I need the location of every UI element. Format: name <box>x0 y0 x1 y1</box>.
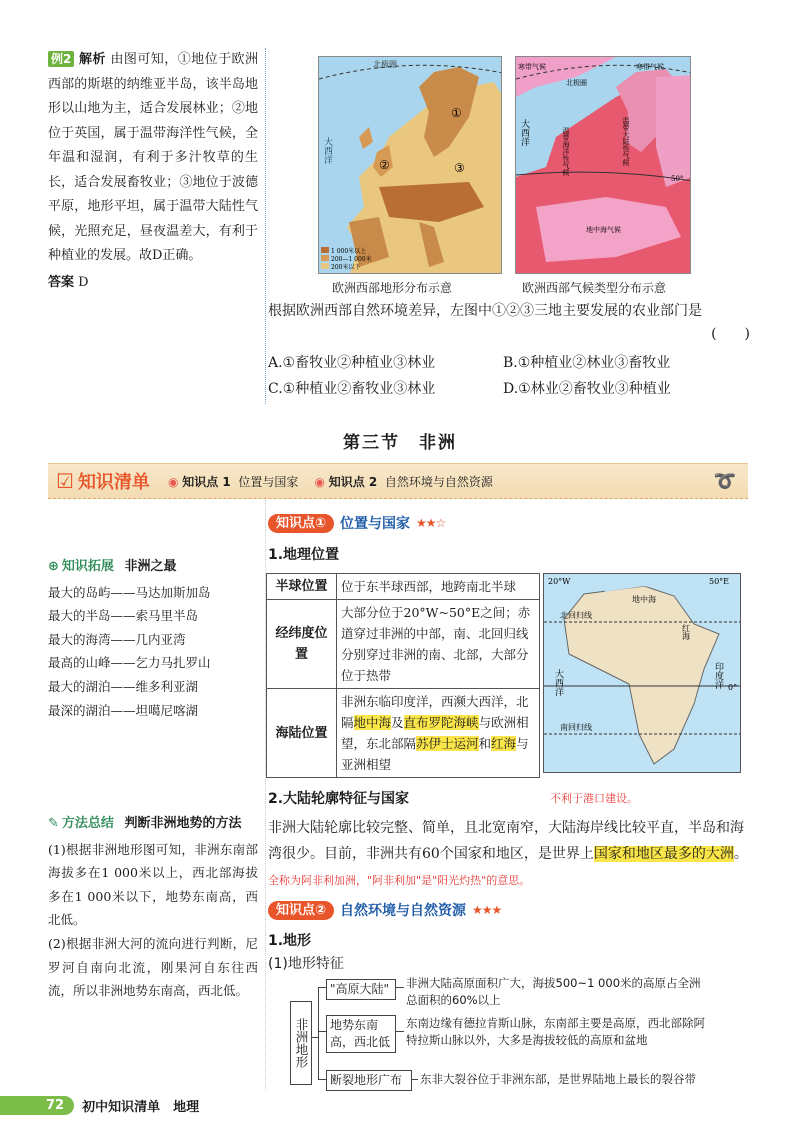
outline-paragraph: 非洲大陆轮廓比较完整、简单，且北宽南窄，大陆海岸线比较平直，半岛和海湾很少。目前，非洲共有60个国家和地区，是世界上国家和地区最多的大洲。 全称为阿非利加洲，"阿非利加"是"阳光灼热"的意思。 <box>268 820 748 887</box>
method-point-1: (1)根据非洲地形图可知，非洲东南部海拔多在1 000米以上，西北部海拔多在1 000米以下，地势东南高，西北低。 <box>48 841 258 928</box>
knowledge-list-band <box>48 463 748 499</box>
tropic-capricorn-label: 南回归线 <box>560 723 592 732</box>
terrain-subheading: 1.地形 <box>268 933 312 949</box>
africa-location-map <box>543 573 741 773</box>
table-row: 海陆位置 非洲东临印度洋，西濒大西洋，北隔地中海及直布罗陀海峡与欧洲相望，东北部隔苏伊士运河和红海与亚洲相望 <box>267 689 540 778</box>
temperate-oceanic-label: 温带海洋性气候 <box>562 127 570 176</box>
list-item: 最大的海湾——几内亚湾 <box>48 631 186 647</box>
answer-bracket: ( ) <box>711 326 750 342</box>
section-title: 第三节 非洲 <box>343 433 457 453</box>
mediterranean-sea-label: 地中海 <box>632 595 656 604</box>
red-sea-label: 红海 <box>681 624 691 640</box>
question-stem: 根据欧洲西部自然环境差异，左图中①②③三地主要发展的农业部门是 <box>268 303 702 319</box>
outline-subheading: 2.大陆轮廓特征与国家 <box>268 791 410 807</box>
kp2-heading: 知识点② 自然环境与自然资源 ★★★ <box>268 900 501 920</box>
terrain-feature-1: "高原大陆" <box>326 979 396 1000</box>
list-item: 最高的山峰——乞力马扎罗山 <box>48 655 211 671</box>
analysis-label: 解析 <box>78 52 106 67</box>
list-item: 最深的湖泊——坦噶尼喀湖 <box>48 702 199 718</box>
terrain-desc-1: 非洲大陆高原面积广大，海拔500~1 000米的高原占全洲总面积的60%以上 <box>406 976 701 1007</box>
location-1-marker: ① <box>451 106 462 120</box>
band-kp2: ◉ 知识点 2 自然环境与自然资源 <box>314 474 493 489</box>
handwritten-note-1: 不利于港口建设。 <box>550 792 638 805</box>
terrain-feature-2: 地势东南高，西北低 <box>326 1015 396 1053</box>
checkmark-icon: ☑ <box>56 469 74 493</box>
legend-mid: 200—1 000米 <box>331 256 372 263</box>
book-title: 初中知识清单 地理 <box>82 1099 200 1115</box>
band-title: 知识清单 <box>77 472 150 493</box>
list-item: 最大的湖泊——维多利亚湖 <box>48 678 199 694</box>
equator-label: 0° <box>728 683 738 692</box>
option-a: A.①畜牧业②种植业③林业 <box>268 355 436 371</box>
handwritten-note-2: 全称为阿非利加洲，"阿非利加"是"阳光灼热"的意思。 <box>268 874 531 887</box>
list-item: 最大的半岛——索马里半岛 <box>48 608 199 624</box>
bullet-icon: ◉ <box>314 474 325 489</box>
arctic-circle-label-2: 北极圈 <box>566 79 587 87</box>
legend-low: 200米以下 <box>331 264 361 271</box>
option-d: D.①林业②畜牧业③种植业 <box>503 381 671 397</box>
star-rating: ★★☆ <box>416 516 446 530</box>
terrain-feature-3: 断裂地形广布 <box>326 1070 412 1091</box>
table-row: 经纬度位置 大部分位于20°W~50°E之间；赤道穿过非洲的中部，南、北回归线分别穿过非洲的南、北部，大部分位于热带 <box>267 600 540 689</box>
atlantic-label: 大西洋 <box>322 137 332 164</box>
temperate-continental-label: 温带大陆性气候 <box>622 117 630 166</box>
band-kp1: ◉ 知识点 1 位置与国家 <box>167 474 299 489</box>
lon-50e-label: 50°E <box>709 577 730 586</box>
arctic-circle-label: 北极圈 <box>373 60 397 69</box>
indian-ocean-label: 印度洋 <box>713 662 723 689</box>
table-row: 半球位置 位于东半球西部，地跨南北半球 <box>267 574 540 600</box>
star-rating: ★★★ <box>472 903 502 917</box>
option-c: C.①种植业②畜牧业③林业 <box>268 381 436 397</box>
bullet-icon: ◉ <box>167 474 179 489</box>
kp1-heading: 知识点① 位置与国家 ★★☆ <box>268 513 445 533</box>
geo-position-table <box>266 573 540 778</box>
column-divider <box>265 48 266 404</box>
atlantic-ocean-label: 大西洋 <box>553 669 563 696</box>
page-footer <box>0 1093 800 1117</box>
atlantic-label-2: 大西洋 <box>519 119 529 146</box>
cold-climate-label-1: 寒带气候 <box>518 63 546 71</box>
map2-caption: 欧洲西部气候类型分布示意 <box>522 281 667 295</box>
map1-caption: 欧洲西部地形分布示意 <box>332 281 453 295</box>
analysis-text: 由图可知，①地位于欧洲西部的斯堪的纳维亚半岛，该半岛地形以山地为主，适合发展林业；②地位于英国，属于温带海洋性气候，全年温和湿润，有利于多汁牧草的生长，适合发展畜牧业；③地位于波德平原，地形平坦，属于温带大陆性气候，光照充足，昼夜温差大，有利于种植业的发展。故D正确。 <box>48 52 258 263</box>
example-explanation <box>48 48 258 290</box>
europe-terrain-map <box>318 56 502 274</box>
example-tag: 例2 <box>48 51 74 67</box>
latitude-50-label: 50° <box>671 175 684 183</box>
terrain-root: 非洲地形 <box>290 1001 312 1085</box>
knowledge-expansion: ⊕ 知识拓展 非洲之最 最大的岛屿——马达加斯加岛 最大的半岛——索马里半岛 最大的海湾——几内亚湾 最高的山峰——乞力马扎罗山 最大的湖泊——维多利亚湖 最深的湖泊——坦噶尼喀湖 <box>48 555 253 722</box>
geo-position-subheading: 1.地理位置 <box>268 547 340 563</box>
swirl-icon: ➰ <box>713 470 736 492</box>
location-3-marker: ③ <box>454 161 465 175</box>
lon-20w-label: 20°W <box>548 577 571 586</box>
page-number: 72 <box>0 1096 74 1115</box>
answer-line: 答案 D <box>48 274 89 290</box>
location-2-marker: ② <box>379 158 390 172</box>
list-item: 最大的岛屿——马达加斯加岛 <box>48 584 211 600</box>
option-b: B.①种植业②林业③畜牧业 <box>503 355 671 371</box>
pencil-icon: ✎ <box>48 816 59 831</box>
terrain-desc-2: 东南边缘有德拉肯斯山脉，东南部主要是高原，西北部除阿特拉斯山脉以外，大多是海拔较低的高原和盆地 <box>406 1016 705 1047</box>
europe-climate-map <box>515 56 691 274</box>
mediterranean-label: 地中海气候 <box>586 226 621 234</box>
terrain-desc-3: 东非大裂谷位于非洲东部，是世界陆地上最长的裂谷带 <box>420 1072 696 1086</box>
terrain-diagram <box>268 975 750 1085</box>
question-options <box>268 350 750 402</box>
legend-high: 1 000米以上 <box>331 248 367 255</box>
cold-climate-label-2: 寒带气候 <box>636 63 664 71</box>
terrain-features-subheading: (1)地形特征 <box>268 956 344 972</box>
method-point-2: (2)根据非洲大河的流向进行判断，尼罗河自南向北流，刚果河自东往西流，所以非洲地势东南高，西北低。 <box>48 935 258 999</box>
method-summary: ✎ 方法总结 判断非洲地势的方法 (1)根据非洲地形图可知，非洲东南部海拔多在1 000米以上，西北部海拔多在1 000米以下，地势东南高，西北低。 (2)根据非洲大河的流向进行判断，尼罗河自南向北流，刚果河自东往西流，所以非洲地势东南高，西北低。 <box>48 812 258 1003</box>
expand-icon: ⊕ <box>48 559 59 574</box>
tropic-cancer-label: 北回归线 <box>560 611 592 620</box>
